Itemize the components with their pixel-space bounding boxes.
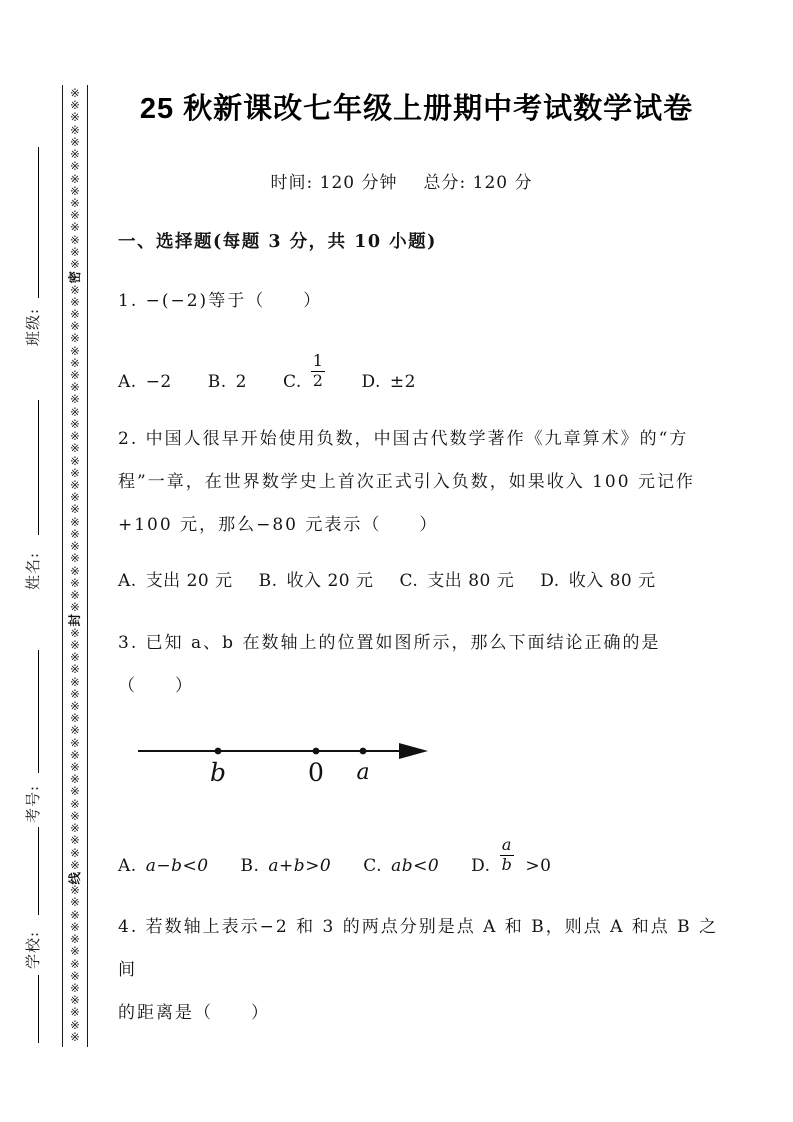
question-4-line-2: 的距离是（ ） [118,1003,270,1023]
seal-symbol: ※ [70,441,80,456]
seal-symbol: ※ [70,159,80,174]
seal-symbol: ※ [70,380,80,395]
q3-option-d-suffix: >0 [525,855,552,876]
school-field-label: 学校: [24,930,42,970]
seal-symbol: ※ [70,932,80,947]
seal-symbol: ※ [70,968,80,983]
seal-symbol: ※ [70,760,80,775]
name-field-label: 姓名: [24,551,42,591]
seal-strip [63,88,87,1044]
seal-symbol: ※ [70,723,80,738]
seal-symbol: ※ [70,343,80,358]
seal-symbol: ※ [70,625,80,640]
seal-symbol: ※ [70,416,80,431]
seal-symbol: ※ [70,735,80,750]
seal-symbol: ※ [70,478,80,492]
seal-symbol: ※ [70,526,80,541]
q3-option-a-label: A. [118,855,137,876]
seal-symbol: ※ [70,907,80,922]
seal-symbol: ※ [70,502,80,517]
fraction-numerator: 1 [312,351,324,370]
seal-symbol: ※ [70,784,80,799]
q1-option-b-label: B. [207,371,227,392]
seal-symbol: ※ [70,686,80,701]
point-b-label: b [209,758,227,787]
seal-symbol: ※ [70,1029,80,1044]
seal-symbol: ※ [70,232,80,247]
q3-option-b [241,856,332,876]
fraction-denominator: 2 [312,370,324,390]
seal-symbol: ※ [70,122,80,137]
seal-symbol: ※ [70,944,80,959]
seal-symbol: ※ [70,110,80,125]
class-field-label: 班级: [24,307,42,347]
question-3-line-1: 3. 已知 a、b 在数轴上的位置如图所示，那么下面结论正确的是 [118,633,661,653]
seal-embedded-char: 密 [66,271,82,284]
q1-option-d [361,372,416,392]
q1-option-b [208,372,247,392]
seal-symbol: ※ [70,539,80,554]
question-3-text [118,622,726,708]
seal-symbol: ※ [70,662,80,677]
question-2-line-3: +100 元，那么−80 元表示（ ） [118,515,439,535]
q1-option-d-label: D. [361,371,381,392]
seal-symbol: ※ [70,195,80,210]
q2-option-a [118,566,233,591]
seal-symbol: ※ [70,747,80,762]
q3-option-c-value: ab<0 [391,855,440,876]
q1-option-c-label: C. [282,371,302,392]
seal-symbol: ※ [70,282,80,297]
q1-option-b-value: 2 [235,371,247,392]
seal-symbol: ※ [70,294,80,309]
seal-symbol: ※ [70,429,80,444]
seal-symbol: ※ [70,845,80,860]
seal-symbol: ※ [70,86,80,100]
q2-option-d [540,566,655,591]
question-2-options [118,566,656,591]
fraction-numerator: a [501,835,512,854]
q1-option-a-label: A. [118,371,137,392]
seal-symbol: ※ [70,563,80,578]
blank-line-bottom [38,975,39,1043]
seal-symbol: ※ [70,808,80,823]
seal-symbol: ※ [70,171,80,186]
seal-symbol: ※ [70,355,80,370]
seal-symbol: ※ [70,698,80,713]
seal-embedded-char: 线 [66,871,82,885]
point-a-label: a [356,760,370,785]
exam-number-field-label: 考号: [24,784,42,824]
q2-option-a-value: 支出 20 元 [145,571,233,591]
fraction-one-half [311,352,326,391]
question-4-text [118,906,726,1035]
page-title: 25 秋新课改七年级上册期中考试数学试卷 [139,93,694,125]
q3-option-a [118,856,209,876]
seal-symbol: ※ [70,1017,80,1032]
fraction-a-over-b [500,836,515,875]
question-1-options [118,352,416,392]
blank-line-school [38,827,39,915]
exam-meta-line [90,168,713,193]
q2-option-a-label: A. [118,571,137,591]
q3-option-b-label: B. [240,855,260,876]
question-1-text: 1. −(−2)等于（ ） [118,291,323,311]
seal-symbol: ※ [70,208,80,223]
q1-option-a [118,372,172,392]
q2-option-b-label: B. [258,571,278,591]
seal-rule-right [87,85,88,1047]
seal-symbol: ※ [70,1005,80,1020]
q1-option-a-value: −2 [145,371,172,392]
seal-symbol: ※ [70,674,80,689]
q2-option-b [259,566,374,591]
seal-symbol: ※ [70,134,80,149]
seal-symbol: ※ [70,98,80,113]
q2-option-b-value: 收入 20 元 [286,571,374,591]
seal-symbol: ※ [70,637,80,652]
seal-symbol: ※ [70,833,80,848]
q1-option-c [283,352,326,392]
seal-symbol: ※ [70,404,80,419]
point-origin-dot [313,748,320,755]
point-a-dot [360,748,367,755]
number-line-arrow-icon [399,743,428,759]
q3-option-d-label: D. [471,855,491,876]
question-2-line-1: 2. 中国人很早开始使用负数，中国古代数学著作《九章算术》的“方 [118,429,689,449]
seal-symbol: ※ [70,919,80,934]
seal-symbol: ※ [70,711,80,726]
time-label: 时间: 120 分钟 [270,173,398,193]
seal-symbol: ※ [70,772,80,787]
seal-symbol: ※ [70,575,80,590]
seal-symbol: ※ [70,821,80,836]
fraction-denominator: b [501,854,513,874]
q3-option-c [363,856,439,876]
seal-symbol: ※ [70,993,80,1008]
q2-option-c-value: 支出 80 元 [427,571,515,591]
seal-symbol: ※ [70,895,80,910]
seal-symbol: ※ [70,244,80,259]
q2-option-c [400,566,515,591]
q3-option-c-label: C. [363,855,383,876]
blank-line-name [38,400,39,535]
seal-symbol: ※ [70,257,80,272]
seal-symbol: ※ [70,392,80,407]
seal-symbol: ※ [70,220,80,235]
section-1-heading: 一、选择题(每题 3 分，共 10 小题) [118,232,437,252]
seal-symbol: ※ [70,857,80,872]
q3-option-d [471,836,551,876]
seal-symbol: ※ [70,319,80,334]
question-3-options [118,836,551,876]
seal-symbol: ※ [70,331,80,346]
seal-symbol: ※ [70,453,80,468]
seal-symbol: ※ [70,465,80,480]
origin-label: 0 [308,758,324,787]
seal-symbol: ※ [70,650,80,665]
question-2-line-2: 程”一章，在世界数学史上首次正式引入负数，如果收入 100 元记作 [118,472,695,492]
seal-symbol: ※ [70,956,80,971]
blank-line-class [38,147,39,298]
q2-option-c-label: C. [399,571,419,591]
q2-option-d-label: D. [540,571,560,591]
seal-symbol: ※ [70,183,80,198]
question-4-line-1: 4. 若数轴上表示−2 和 3 的两点分别是点 A 和 B，则点 A 和点 B 之间 [118,917,719,980]
seal-symbol: ※ [70,306,80,321]
q1-option-d-value: ±2 [389,371,416,392]
seal-symbol: ※ [70,368,80,383]
seal-symbol: ※ [70,514,80,529]
seal-symbol: ※ [70,600,80,615]
q3-option-a-value: a−b<0 [145,855,209,876]
seal-symbol: ※ [70,551,80,566]
question-3-line-2: （ ） [118,676,194,696]
seal-symbol: ※ [70,796,80,811]
score-label: 总分: 120 分 [423,173,533,193]
q3-option-b-value: a+b>0 [268,855,332,876]
seal-symbol: ※ [70,587,80,602]
seal-symbol: ※ [70,883,80,898]
seal-symbol: ※ [70,147,80,162]
number-line-figure [136,733,436,791]
seal-symbol: ※ [70,980,80,995]
q2-option-d-value: 收入 80 元 [568,571,656,591]
seal-symbol: ※ [70,490,80,505]
question-2-text [118,418,726,547]
point-b-dot [215,748,222,755]
blank-line-examno [38,650,39,773]
seal-embedded-char: 封 [66,614,82,627]
